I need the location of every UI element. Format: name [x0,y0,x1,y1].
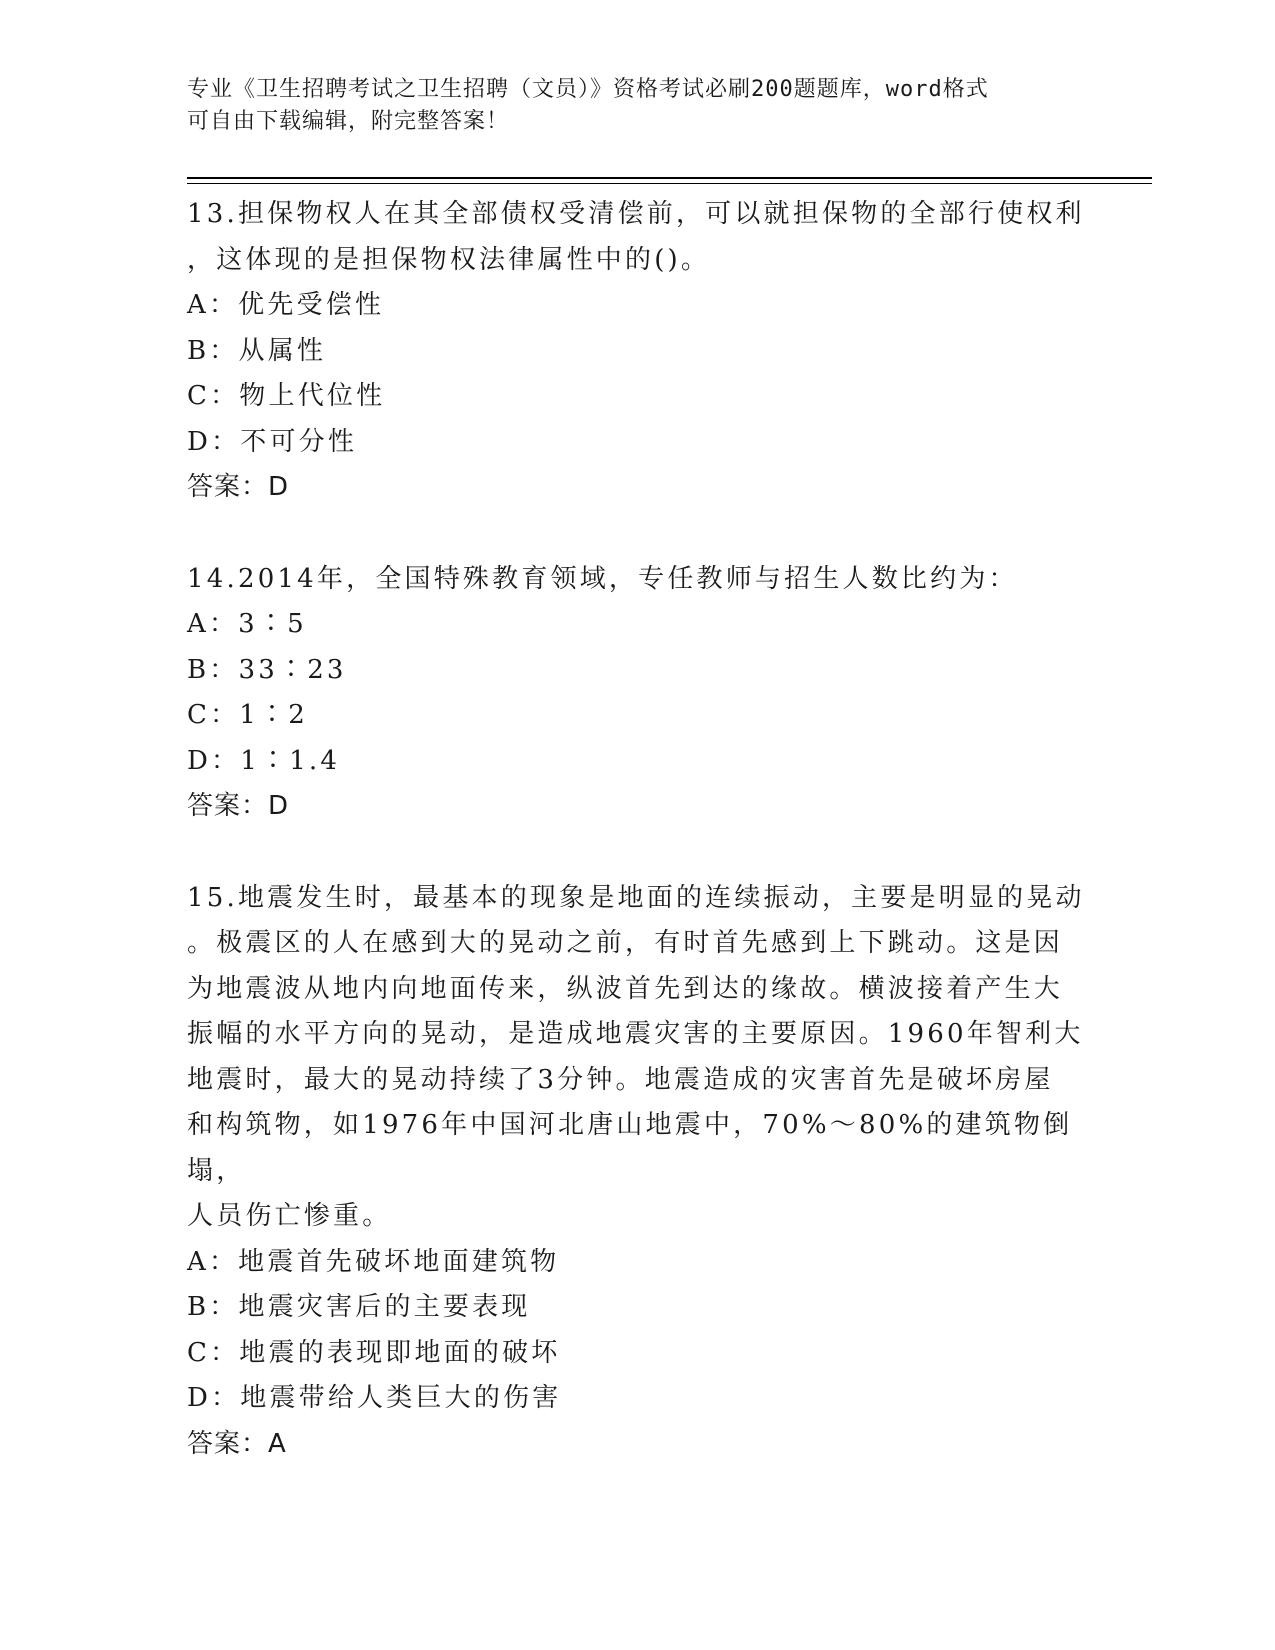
option-d: D：1∶1.4 [187,745,341,776]
question-spacer [187,830,1087,876]
question-spacer [187,511,1087,557]
question-15 [187,876,1087,1468]
option-c: C：1∶2 [187,700,308,730]
answer-line: 答案：D [187,472,290,502]
header-divider-thick [187,177,1152,179]
document-header: 专业《卫生招聘考试之卫生招聘（文员）》资格考试必刷200题题库，word格式 可自由下载编辑，附完整答案！ [187,77,989,134]
answer-line: 答案：D [187,791,290,821]
question-text: 14.2014年，全国特殊教育领域，专任教师与招生人数比约为： [187,563,1018,594]
option-b: B：从属性 [187,335,327,366]
option-b: B：33∶23 [187,654,347,685]
option-c: C：物上代位性 [187,381,386,411]
question-14 [187,557,1087,830]
option-c: C：地震的表现即地面的破坏 [187,1337,561,1368]
option-a: A：3∶5 [187,609,307,639]
question-text: 15.地震发生时，最基本的现象是地面的连续振动，主要是明显的晃动 。极震区的人在感到大的晃动之前，有时首先感到上下跳动。这是因 为地震波从地内向地面传来，纵波首先到达的缘故。横波接着产生大 振幅的水平方向的晃动，是造成地震灾害的主要原因。1960年智利大 地震时，最大的晃动持续了3分钟。地震造成的灾害首先是破坏房屋 和构筑物，如1976年中国河北唐山地震中，70%～80%的建筑物倒塌， 人员伤亡惨重。 [187,882,1085,1231]
option-d: D：地震带给人类巨大的伤害 [187,1383,562,1413]
option-b: B：地震灾害后的主要表现 [187,1292,531,1322]
option-a: A：地震首先破坏地面建筑物 [187,1246,560,1277]
header-divider-thin [187,183,1152,184]
question-list [187,192,1087,1467]
option-d: D：不可分性 [187,426,358,457]
option-a: A：优先受偿性 [187,290,385,320]
answer-line: 答案：A [187,1428,287,1459]
question-13 [187,192,1087,511]
question-text: 13.担保物权人在其全部债权受清偿前，可以就担保物的全部行使权利 ，这体现的是担保物权法律属性中的()。 [187,199,1085,275]
